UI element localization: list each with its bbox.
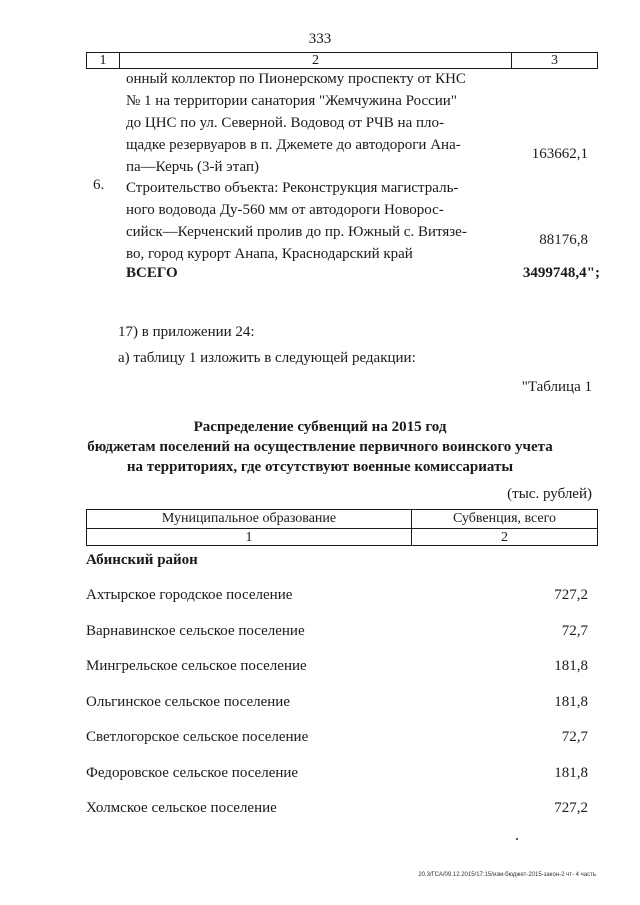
column-number-2: 2	[501, 530, 508, 545]
item-line: сийск—Керченский пролив до пр. Южный с. Витязе-	[126, 224, 467, 240]
settlement-name: Ольгинское сельское поселение	[86, 694, 290, 710]
item-line: ного водовода Ду-560 мм от автодороги Новорос-	[126, 202, 444, 218]
section-title-line: бюджетам поселений на осуществление первичного воинского учета	[87, 439, 553, 455]
subvention-value: 727,2	[554, 800, 588, 816]
item-line: во, город курорт Анапа, Краснодарский край	[126, 246, 413, 262]
column-number-1: 1	[99, 53, 107, 68]
settlement-name: Холмское сельское поселение	[86, 800, 277, 816]
header-subvention: Субвенция, всего	[452, 511, 557, 526]
column-number-2: 2	[312, 53, 319, 68]
continuation-table-header	[86, 52, 598, 69]
total-value: 3499748,4";	[522, 265, 600, 281]
subvention-value: 72,7	[561, 623, 588, 639]
item-description	[126, 68, 473, 178]
section-title	[0, 417, 640, 477]
settlement-name: Варнавинское сельское поселение	[86, 623, 305, 639]
settlement-name: Мингрельское сельское поселение	[86, 658, 307, 674]
units-note: (тыс. рублей)	[507, 486, 592, 502]
district-name: Абинский район	[86, 552, 198, 568]
table-caption: "Таблица 1	[521, 379, 592, 395]
item-description	[126, 177, 473, 265]
column-number-1: 1	[245, 530, 253, 545]
item-line: № 1 на территории санатория "Жемчужина России"	[126, 93, 457, 109]
item-amount: 88176,8	[539, 232, 588, 248]
item-line: па—Керчь (3-й этап)	[126, 159, 259, 175]
subvention-value: 72,7	[561, 729, 588, 745]
item-line: щадке резервуаров в п. Джемете до автодороги Ана-	[126, 137, 461, 153]
subvention-value: 181,8	[554, 658, 588, 674]
total-label: ВСЕГО	[126, 265, 178, 281]
main-table-header	[86, 509, 598, 546]
amendment-subpoint: а) таблицу 1 изложить в следующей редакции:	[118, 350, 416, 366]
item-number: 6.	[93, 177, 105, 193]
settlement-name: Светлогорское сельское поселение	[86, 729, 309, 745]
item-line: онный коллектор по Пионерскому проспекту от КНС	[126, 71, 466, 87]
subvention-value: 181,8	[554, 765, 588, 781]
section-title-line: Распределение субвенций на 2015 год	[193, 419, 447, 435]
item-line: Строительство объекта: Реконструкция магистраль-	[126, 180, 459, 196]
settlement-name: Ахтырское городское поселение	[86, 587, 293, 603]
column-number-3: 3	[551, 53, 558, 68]
page-number: 333	[308, 31, 332, 47]
header-municipality: Муниципальное образование	[161, 511, 337, 526]
section-title-line: на территориях, где отсутствуют военные комиссариаты	[126, 459, 514, 475]
scan-mark	[516, 838, 518, 840]
amendment-point: 17) в приложении 24:	[118, 324, 255, 340]
subvention-value: 181,8	[554, 694, 588, 710]
item-line: до ЦНС по ул. Северной. Водовод от РЧВ на пло-	[126, 115, 444, 131]
footer-document-reference: 20.3/ГСА/09.12.2015/17:15/изм-бюджет-2015-закон-2 чт- 4 часть	[418, 872, 596, 878]
item-amount: 163662,1	[531, 146, 588, 162]
settlement-name: Федоровское сельское поселение	[86, 765, 299, 781]
subvention-value: 727,2	[554, 587, 588, 603]
